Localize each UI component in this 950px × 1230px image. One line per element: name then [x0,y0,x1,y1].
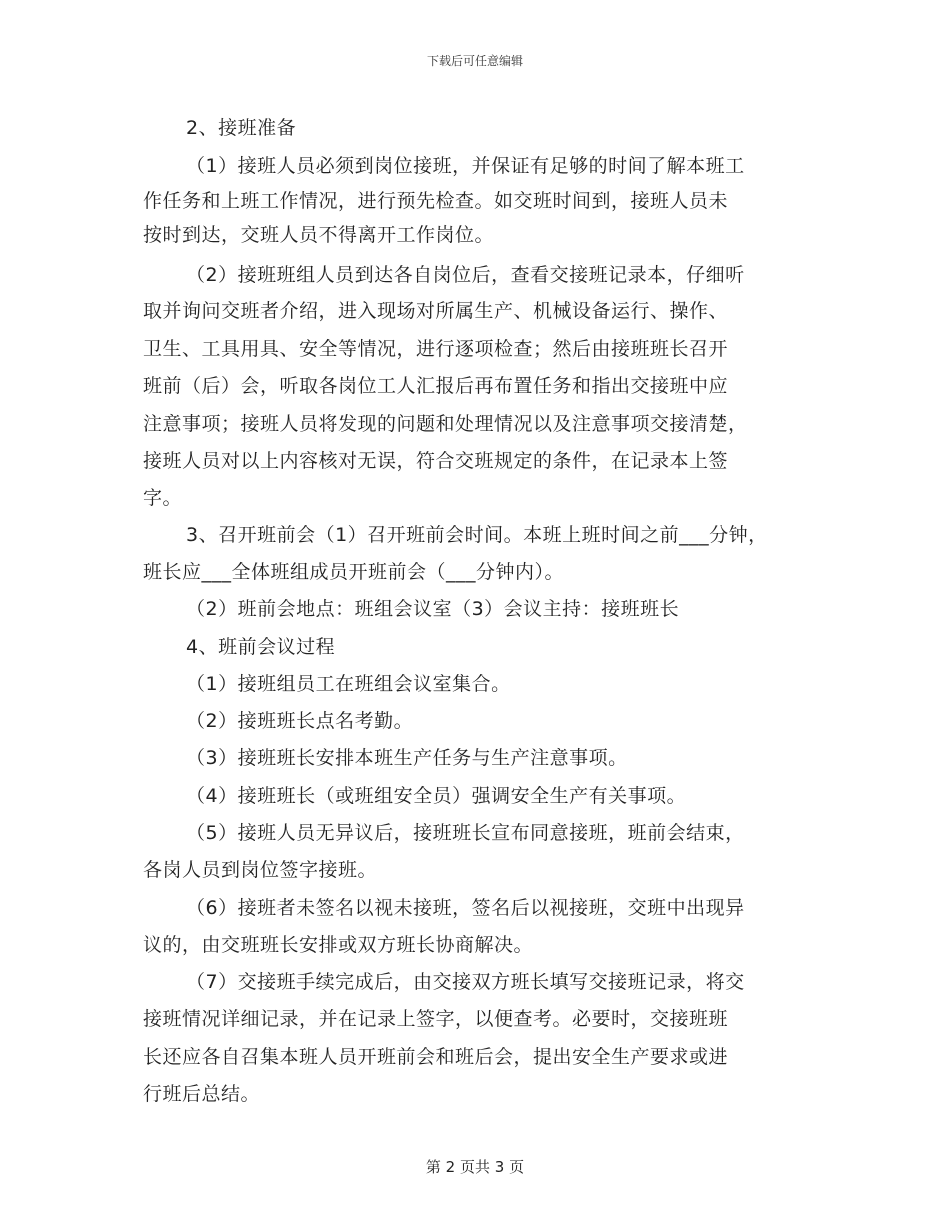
list-item: （7）交接班手续完成后，由交接双方班长填写交接班记录，将交 [186,971,745,993]
list-item: （2）接班班长点名考勤。 [186,710,414,732]
list-item-continuation: 议的，由交班班长安排或双方班长协商解决。 [143,934,534,956]
paragraph-line: 接班人员对以上内容核对无误，符合交班规定的条件，在记录本上签 [143,450,729,472]
section-heading: 2、接班准备 [186,117,297,139]
list-item: （4）接班班长（或班组安全员）强调安全生产有关事项。 [186,785,687,807]
paragraph-line: 注意事项；接班人员将发现的问题和处理情况以及注意事项交接清楚， [143,413,748,435]
paragraph-line: 字。 [143,487,183,509]
paragraph-line: 班前（后）会，听取各岗位工人汇报后再布置任务和指出交接班中应 [143,375,729,397]
page-footer: 第 2 页共 3 页 [425,1158,525,1176]
paragraph-line: 按时到达，交班人员不得离开工作岗位。 [143,224,495,246]
paragraph-line: 取并询问交班者介绍，进入现场对所属生产、机械设备运行、操作、 [143,300,729,322]
list-item: （1）接班组员工在班组会议室集合。 [186,673,511,695]
list-item-continuation: 各岗人员到岗位签字接班。 [143,859,378,881]
paragraph-line: 班长应___全体班组成员开班前会（___分钟内）。 [143,561,565,583]
section-heading: 4、班前会议过程 [186,636,336,658]
list-item-continuation: 行班后总结。 [143,1083,261,1105]
list-item: （6）接班者未签名以视未接班，签名后以视接班，交班中出现异 [186,897,745,919]
paragraph-line: （1）接班人员必须到岗位接班，并保证有足够的时间了解本班工 [186,155,745,177]
list-item: （3）接班班长安排本班生产任务与生产注意事项。 [186,747,628,769]
section-heading: 3、召开班前会（1）召开班前会时间。本班上班时间之前___分钟， [186,524,768,546]
list-item-continuation: 接班情况详细记录，并在记录上签字，以便查考。必要时，交接班班 [143,1008,729,1030]
page-header: 下载后可任意编辑 [426,54,523,68]
paragraph-line: 卫生、工具用具、安全等情况，进行逐项检查；然后由接班班长召开 [143,338,729,360]
list-item-continuation: 长还应各自召集本班人员开班前会和班后会，提出安全生产要求或进 [143,1046,729,1068]
paragraph-line: （2）班前会地点：班组会议室（3）会议主持：接班班长 [186,598,680,620]
list-item: （5）接班人员无异议后，接班班长宣布同意接班，班前会结束， [186,822,745,844]
paragraph-line: （2）接班班组人员到达各自岗位后，查看交接班记录本，仔细听 [186,264,745,286]
paragraph-line: 作任务和上班工作情况，进行预先检查。如交班时间到，接班人员未 [143,190,729,212]
